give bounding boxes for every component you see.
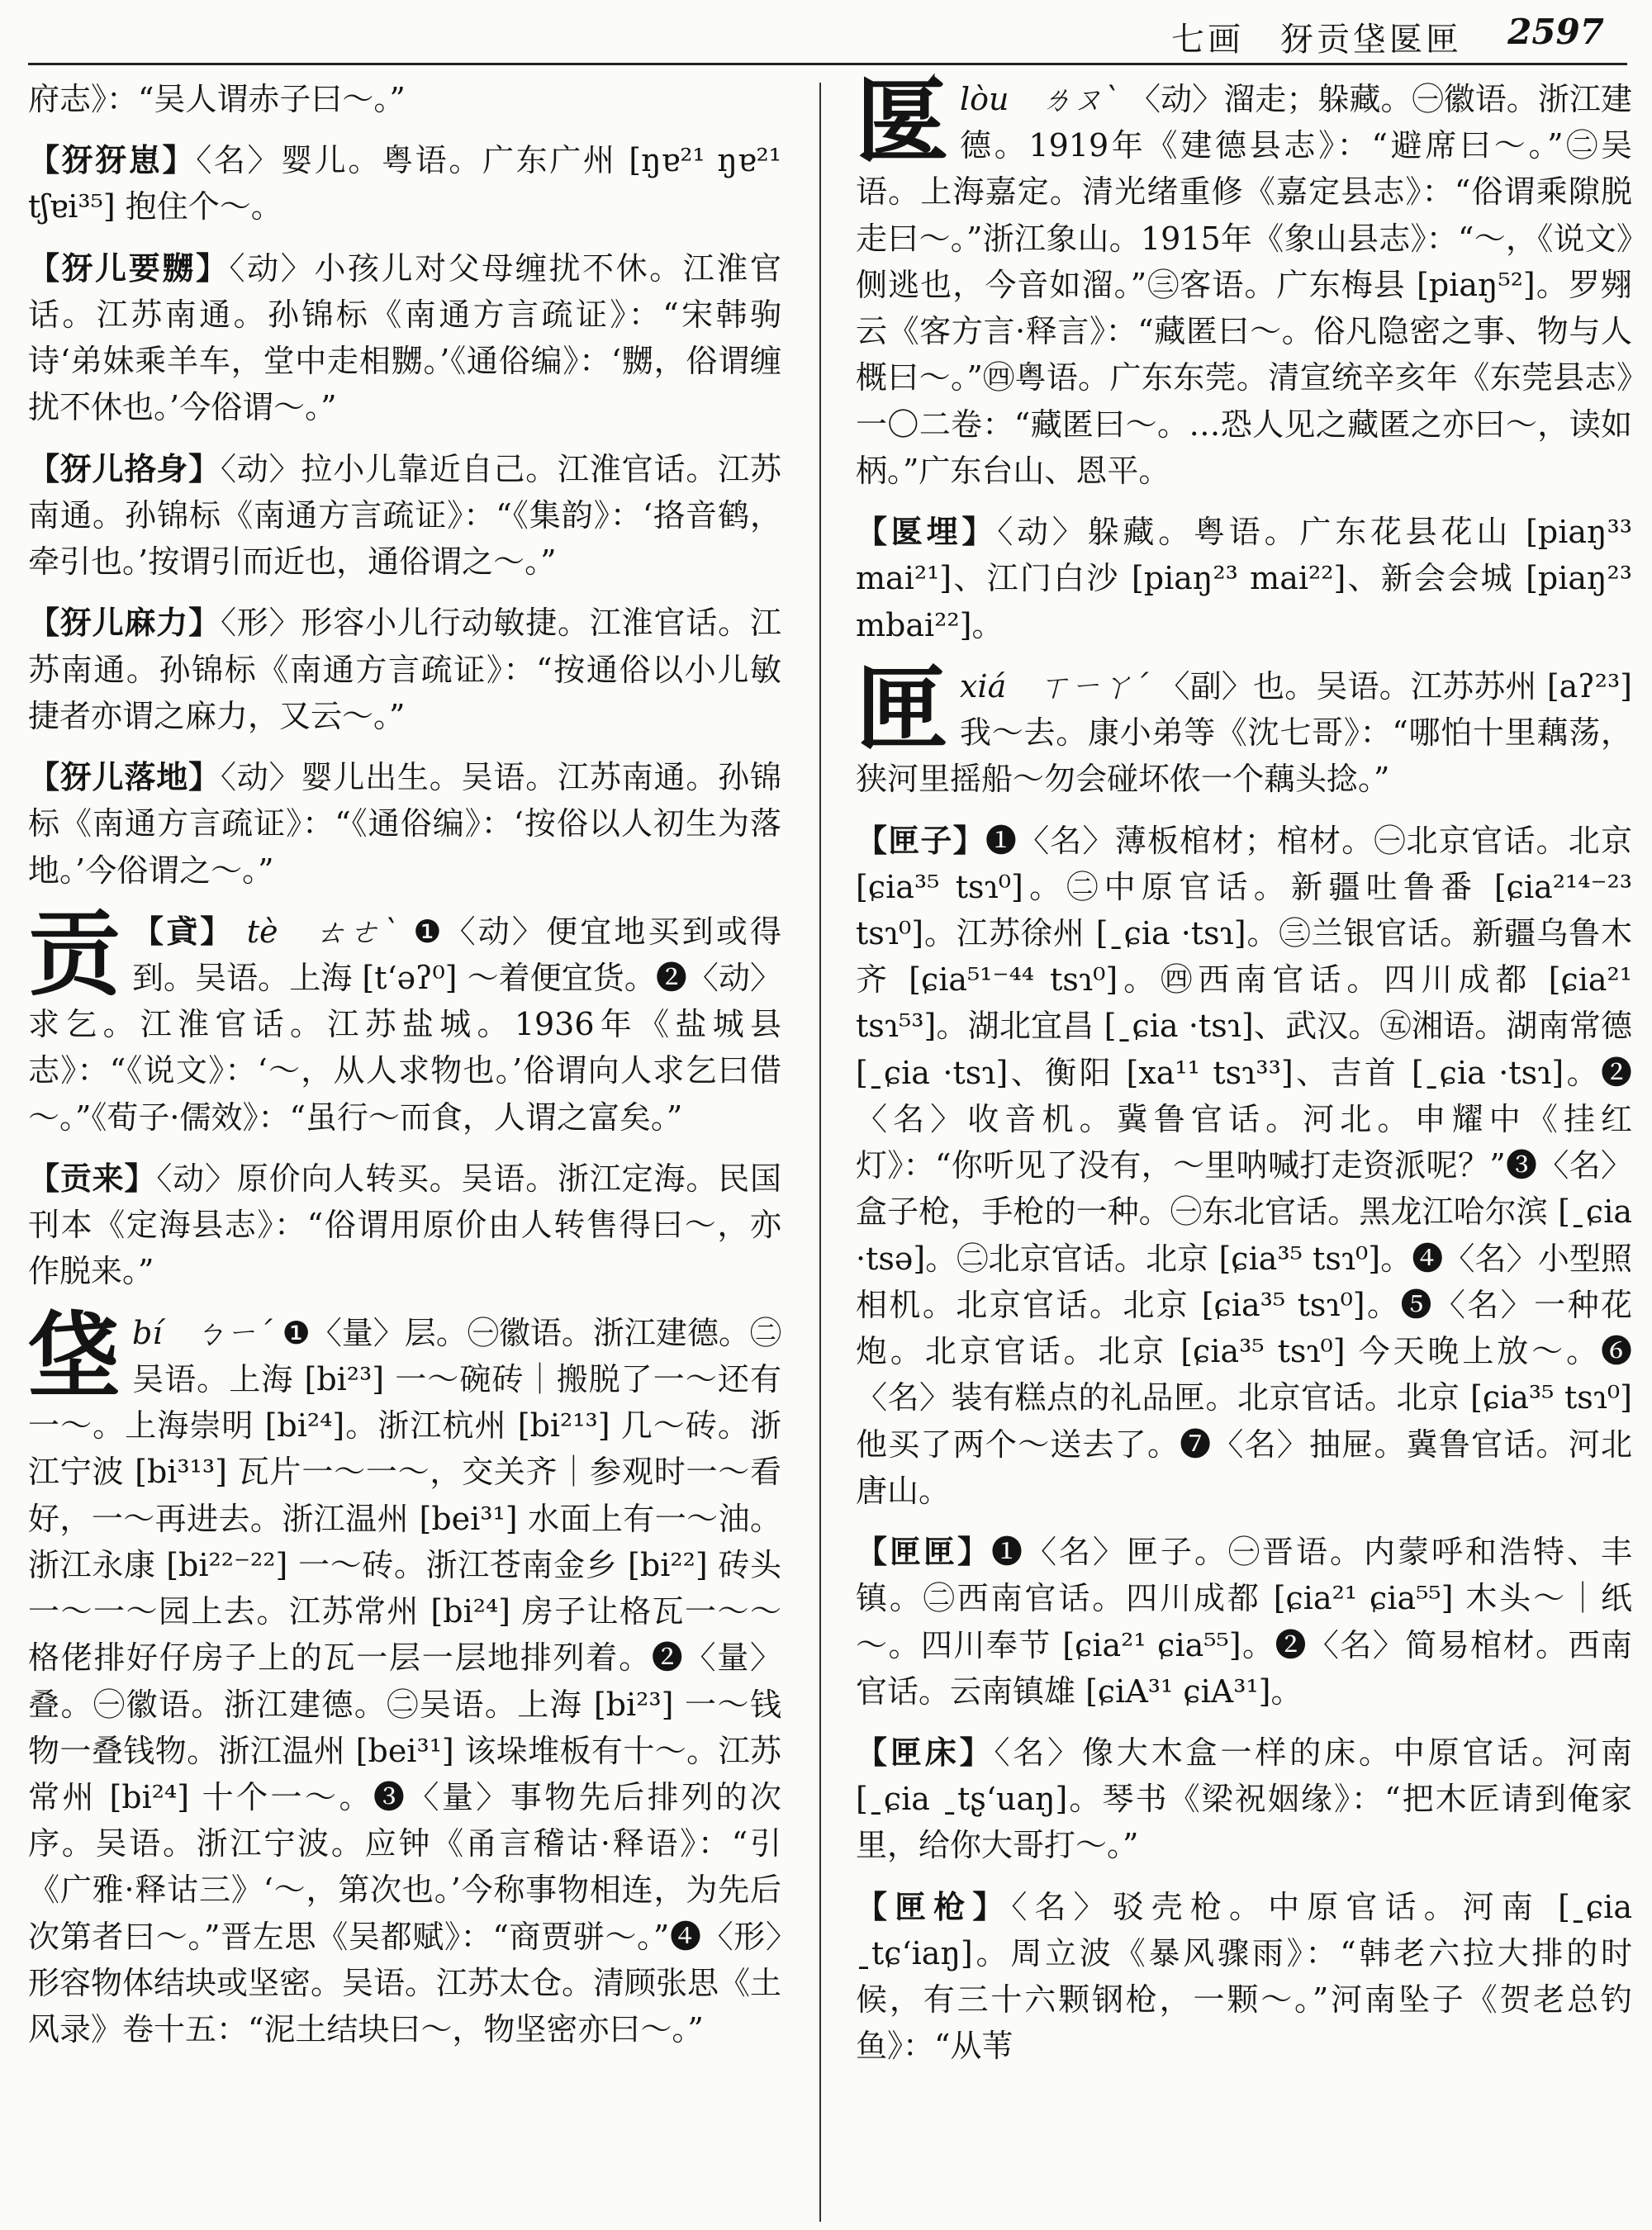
pronunciation: xiá ㄒㄧㄚˊ — [960, 667, 1149, 705]
main-entry — [856, 654, 1632, 803]
pronunciation: tè ㄊㄜˋ — [246, 913, 401, 950]
entry-text: 〈名〉像大木盒一样的床。中原官话。河南 [ˍɕia ˍtʂʻuaŋ]。琴书《梁祝姻缘》：“把木匠请到俺家里，给你大哥打～。” — [856, 1734, 1632, 1864]
entry-text: 〈动〉溜走；躲藏。㊀徽语。浙江建德。1919年《建德县志》：“避席曰～。”㊁吴语。上海嘉定。清光绪重修《嘉定县志》：“俗谓乘隙脱走曰～。”浙江象山。1915年《象山县志》：“～，《说文》侧逃也，今音如溜。”㊂客语。广东梅县 [piaŋ⁵²]。罗翙云《客方言·释言》：“藏匿曰～。俗凡隐密之事、物与人概曰～。”㊃粤语。广东东莞。清宣统辛亥年《东莞县志》一〇二卷：“藏匿曰～。…恐人见之藏匿之亦曰～，读如柄。”广东台山、恩平。 — [856, 81, 1632, 489]
head-character: 贡 — [28, 899, 121, 1008]
right-column — [856, 68, 1632, 2085]
head-character: 匣 — [856, 654, 948, 763]
entry — [28, 76, 781, 122]
entry-text: ❶〈名〉薄板棺材；棺材。㊀北京官话。北京 [ɕia³⁵ tsɿ⁰]。㊁中原官话。新疆吐鲁番 [ɕia²¹⁴⁻²³ tsɿ⁰]。江苏徐州 [ˍɕia ·tsɿ]。㊂兰银官话。新疆乌鲁木齐 [ɕia⁵¹⁻⁴⁴ tsɿ⁰]。㊃西南官话。四川成都 [ɕia²¹ tsɿ⁵³]。湖北宜昌 [ˍɕia ·tsɿ]、武汉。㊄湘语。湖南常德 [ˍɕia ·tsɿ]、衡阳 [xa¹¹ tsɿ³³]、吉首 [ˍɕia ·tsɿ]。❷〈名〉收音机。冀鲁官话。河北。申耀中《挂红灯》：“你听见了没有，～里呐喊打走资派呢？”❸〈名〉盒子枪，手枪的一种。㊀东北官话。黑龙江哈尔滨 [ˍɕia ·tsə]。㊁北京官话。北京 [ɕia³⁵ tsɿ⁰]。❹〈名〉小型照相机。北京官话。北京 [ɕia³⁵ tsɿ⁰]。❺〈名〉一种花炮。北京官话。北京 [ɕia³⁵ tsɿ⁰] 今天晚上放～。❻〈名〉装有糕点的礼品匣。北京官话。北京 [ɕia³⁵ tsɿ⁰] 他买了两个～送去了。❼〈名〉抽屉。冀鲁官话。河北唐山。 — [856, 822, 1632, 1509]
entry — [28, 446, 781, 586]
entry-text: 〈动〉拉小儿靠近自己。江淮官话。江苏南通。孙锦标《南通方言疏证》：“《集韵》：‘挌音鹤，牵引也。’按谓引而近也，通俗谓之～。” — [28, 450, 781, 581]
entry-text: 〈动〉婴儿出生。吴语。江苏南通。孙锦标《南通方言疏证》：“《通俗编》：‘按俗以人初生为落地。’今俗谓之～。” — [28, 759, 781, 889]
entry-text: 〈动〉原价向人转买。吴语。浙江定海。民国刊本《定海县志》：“俗谓用原价由人转售得曰～，亦作脱来。” — [28, 1160, 781, 1290]
entry — [856, 818, 1632, 1515]
section-title: 七画 犽贡垡匽匣 — [1171, 21, 1462, 59]
pronunciation: bí ㄅㄧˊ — [132, 1314, 273, 1351]
entry — [28, 137, 781, 230]
head-character: 垡 — [28, 1301, 121, 1410]
entry-headword: 【匣床】 — [856, 1733, 995, 1771]
entry-headword: 【匣子】 — [856, 821, 985, 859]
entry-text: 〈动〉躲藏。粤语。广东花县花山 [piaŋ³³ mai²¹]、江门白沙 [piaŋ²³ mai²²]、新会会城 [piaŋ²³ mbai²²]。 — [856, 514, 1632, 643]
page-header — [0, 0, 1652, 66]
entry — [856, 1729, 1632, 1869]
main-entry — [28, 899, 781, 1141]
entry-headword: 【匽埋】 — [856, 513, 998, 551]
entry-text: ❶〈名〉匣子。㊀晋语。内蒙呼和浩特、丰镇。㊁西南官话。四川成都 [ɕia²¹ ɕia⁵⁵] 木头～｜纸～。四川奉节 [ɕia²¹ ɕia⁵⁵]。❷〈名〉简易棺材。西南官话。云南镇雄 [ɕiA³¹ ɕiA³¹]。 — [856, 1534, 1632, 1710]
pronunciation: lòu ㄌㄡˋ — [960, 81, 1119, 117]
entry-headword: 【犽犽崽】 — [28, 141, 197, 179]
entry — [856, 1884, 1632, 2070]
head-character: 匽 — [856, 68, 948, 176]
entry — [856, 1529, 1632, 1715]
entry-headword: 【贡来】 — [28, 1159, 157, 1197]
header-rule — [28, 63, 1627, 65]
entry-text: 〈名〉驳壳枪。中原官话。河南 [ˍɕia ˍtɕʻiaŋ]。周立波《暴风骤雨》：“韩老六拉大排的时候，有三十六颗钢枪，一颗～。”河南坠子《贺老总钓鱼》：“从苇 — [856, 1888, 1632, 2065]
entry-text: ❶〈动〉便宜地买到或得到。吴语。上海 [tʻəʔ⁰] ～着便宜货。❷〈动〉求乞。江淮官话。江苏盐城。1936年《盐城县志》：“《说文》：‘～，从人求物也。’俗谓向人求乞曰借～。”《荀子·儒效》：“虽行～而食，人谓之富矣。” — [28, 913, 781, 1136]
entry-headword: 【貣】 — [132, 912, 235, 950]
page-number: 2597 — [1507, 12, 1604, 52]
entry-text: ❶〈量〉层。㊀徽语。浙江建德。㊁吴语。上海 [bi²³] 一～碗砖｜搬脱了一～还有一～。上海崇明 [bi²⁴]。浙江杭州 [bi²¹³] 几～砖。浙江宁波 [bi³¹³] 瓦片一～一～，交关齐｜参观时一～看好，一～再进去。浙江温州 [bei³¹] 水面上有一～油。浙江永康 [bi²²⁻²²] 一～砖。浙江苍南金乡 [bi²²] 砖头一～一～园上去。江苏常州 [bi²⁴] 房子让格瓦一～～格佬排好仔房子上的瓦一层一层地排列着。❷〈量〉叠。㊀徽语。浙江建德。㊁吴语。上海 [bi²³] 一～钱物一叠钱物。浙江温州 [bei³¹] 该垛堆板有十～。江苏常州 [bi²⁴] 十个一～。❸〈量〉事物先后排列的次序。吴语。浙江宁波。应钟《甬言稽诂·释语》：“引《广雅·释诂三》‘～，第次也。’今称事物相连，为先后次第者曰～。”晋左思《吴都赋》：“商贾骈～。”❹〈形〉形容物体结块或坚密。吴语。江苏太仓。清顾张思《土风录》卷十五：“泥土结块曰～，物坚密亦曰～。” — [28, 1314, 782, 2048]
entry — [28, 754, 781, 894]
entry — [28, 245, 781, 431]
entry-text: 〈形〉形容小儿行动敏捷。江淮官话。江苏南通。孙锦标《南通方言疏证》：“按通俗以小儿敏捷者亦谓之麻力，又云～。” — [28, 605, 781, 734]
left-column — [28, 76, 781, 2067]
entry-headword: 【犽儿挌身】 — [28, 449, 221, 487]
entry-headword: 【犽儿落地】 — [28, 758, 221, 796]
entry — [856, 509, 1632, 648]
entry-text: 府志》：“吴人谓赤子曰～。” — [28, 81, 406, 117]
entry-headword: 【匣枪】 — [856, 1887, 1012, 1925]
entry — [28, 1155, 781, 1295]
entry-headword: 【犽儿要嬲】 — [28, 249, 230, 287]
entry — [28, 600, 781, 739]
column-divider — [819, 83, 821, 2222]
main-entry — [856, 68, 1632, 494]
entry-headword: 【犽儿麻力】 — [28, 604, 221, 642]
entry-text: 〈副〉也。吴语。江苏苏州 [aʔ²³] 我～去。康小弟等《沈七哥》：“哪怕十里藕荡，狭河里摇船～勿会碰坏侬一个藕头捻。” — [856, 667, 1632, 798]
entry-headword: 【匣匣】 — [856, 1533, 991, 1571]
entry-text: 〈名〉婴儿。粤语。广东广州 [ŋɐ²¹ ŋɐ²¹ tʃɐi³⁵] 抱住个～。 — [28, 142, 781, 225]
main-entry — [28, 1301, 782, 2053]
entry-text: 〈动〉小孩儿对父母缠扰不休。江淮官话。江苏南通。孙锦标《南通方言疏证》：“宋韩驹诗‘弟妹乘羊车，堂中走相嬲。’《通俗编》：‘嬲，俗谓缠扰不休也。’今俗谓～。” — [28, 249, 781, 426]
